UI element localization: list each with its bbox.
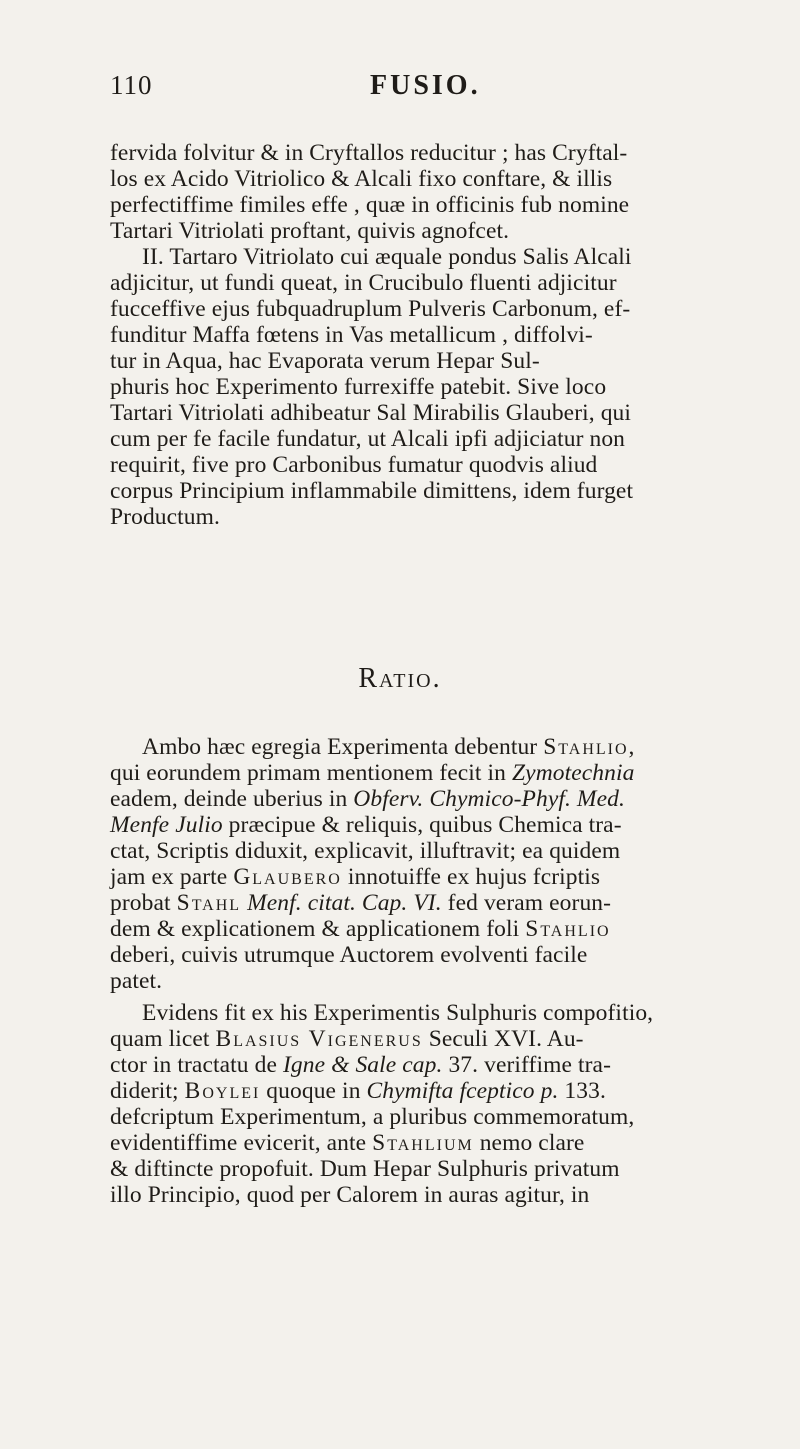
text-run: jam ex parte (110, 864, 234, 890)
text-run: 37. veriffime tra- (442, 1052, 611, 1078)
text-line: fucceffive ejus fubquadruplum Pulveris Carbonum, ef- (110, 296, 631, 322)
text-line (110, 1130, 740, 1156)
work-title: Igne & Sale cap. (282, 1052, 443, 1078)
text-line: tur in Aqua, hac Evaporata verum Hepar Sul- (110, 348, 540, 374)
paragraph-3 (110, 734, 740, 994)
text-line (110, 734, 740, 760)
text-run: præcipue & reliquis, quibus Chemica tra- (222, 812, 622, 838)
text-run: eadem, deinde uberius in (110, 786, 354, 812)
text-line: funditur Maffa fœtens in Vas metallicum , diffolvi- (110, 322, 593, 348)
text-run: diderit; (110, 1078, 185, 1104)
text-line: Productum. (110, 504, 221, 530)
text-run: Ambo hæc egregia Experimenta debentur (142, 734, 544, 760)
text-line: & diftincte propofuit. Dum Hepar Sulphuris privatum (110, 1156, 620, 1182)
text-line: deberi, cuivis utrumque Auctorem evolventi facile (110, 942, 588, 968)
text-line: requirit, five pro Carbonibus fumatur quodvis aliud (110, 452, 598, 478)
text-line (110, 864, 740, 890)
text-line: Tartari Vitriolati proftant, quivis agnofcet. (110, 218, 510, 244)
text-run: nemo clare (473, 1130, 585, 1156)
work-title: Obferv. Chymico-Phyf. Med. (353, 786, 625, 812)
text-run: innotuiffe ex hujus fcriptis (341, 864, 601, 890)
text-line: illo Principio, quod per Calorem in auras agitur, in (110, 1182, 590, 1208)
author-name: Boylei (184, 1078, 261, 1104)
text-line (110, 786, 740, 812)
text-line: II. Tartaro Vitriolato cui æquale pondus Salis Alcali (142, 244, 632, 270)
text-line (110, 916, 740, 942)
author-name: Glaubero (233, 864, 342, 890)
author-name: Stahlium (372, 1130, 474, 1156)
text-line: Evidens fit ex his Experimentis Sulphuris compofitio, (142, 1000, 654, 1026)
text-line (110, 1078, 740, 1104)
text-run: qui eorundem primam mentionem fecit in (110, 760, 512, 786)
work-title: Chymifta fceptico p. (366, 1078, 559, 1104)
paragraph-1 (110, 140, 740, 244)
text-line (110, 1052, 740, 1078)
paragraph-2 (110, 244, 740, 530)
text-line: los ex Acido Vitriolico & Alcali fixo conftare, & illis (110, 166, 613, 192)
work-title: Zymotechnia (512, 760, 635, 786)
running-head: FUSIO. (370, 70, 481, 101)
text-line: ctat, Scriptis diduxit, explicavit, illuftravit; ea quidem (110, 838, 621, 864)
text-run: quoque in (260, 1078, 367, 1104)
text-line: defcriptum Experimentum, a pluribus commemoratum, (110, 1104, 635, 1130)
text-run: fed veram eorun- (441, 890, 612, 916)
text-line: adjicitur, ut fundi queat, in Crucibulo fluenti adjicitur (110, 270, 617, 296)
text-line: Tartari Vitriolati adhibeatur Sal Mirabilis Glauberi, qui (110, 400, 632, 426)
author-name: Stahlio, (543, 734, 637, 760)
section-title: Ratio. (358, 663, 442, 694)
text-line (110, 1026, 740, 1052)
text-line (110, 812, 740, 838)
author-name: Stahlio (525, 916, 611, 942)
text-line: patet. (110, 968, 163, 994)
text-line: cum per fe facile fundatur, ut Alcali ipfi adjiciatur non (110, 426, 626, 452)
text-run: Seculi XVI. Au- (422, 1026, 584, 1052)
page-number: 110 (110, 70, 153, 100)
text-run: ctor in tractatu de (110, 1052, 283, 1078)
text-line: corpus Principium inflammabile dimittens, idem furget (110, 478, 634, 504)
author-name: Blasius Vigenerus (215, 1026, 423, 1052)
text-run: probat (110, 890, 177, 916)
author-name: Stahl (176, 890, 242, 916)
paragraph-4 (110, 1000, 740, 1208)
page-header (0, 70, 800, 110)
text-run: quam licet (110, 1026, 216, 1052)
text-line (110, 760, 740, 786)
text-run: evidentiffime evicerit, ante (110, 1130, 373, 1156)
work-title: Menfe Julio (110, 812, 223, 838)
text-run: 133. (558, 1078, 606, 1104)
work-title: Menf. citat. Cap. VI. (247, 890, 442, 916)
text-line: perfectiffime fimiles effe , quæ in officinis fub nomine (110, 192, 630, 218)
text-line: phuris hoc Experimento furrexiffe patebit. Sive loco (110, 374, 607, 400)
text-line: fervida folvitur & in Cryftallos reducitur ; has Cryftal- (110, 140, 628, 166)
text-run: dem & explicationem & applicationem foli (110, 916, 526, 942)
text-line (110, 890, 740, 916)
